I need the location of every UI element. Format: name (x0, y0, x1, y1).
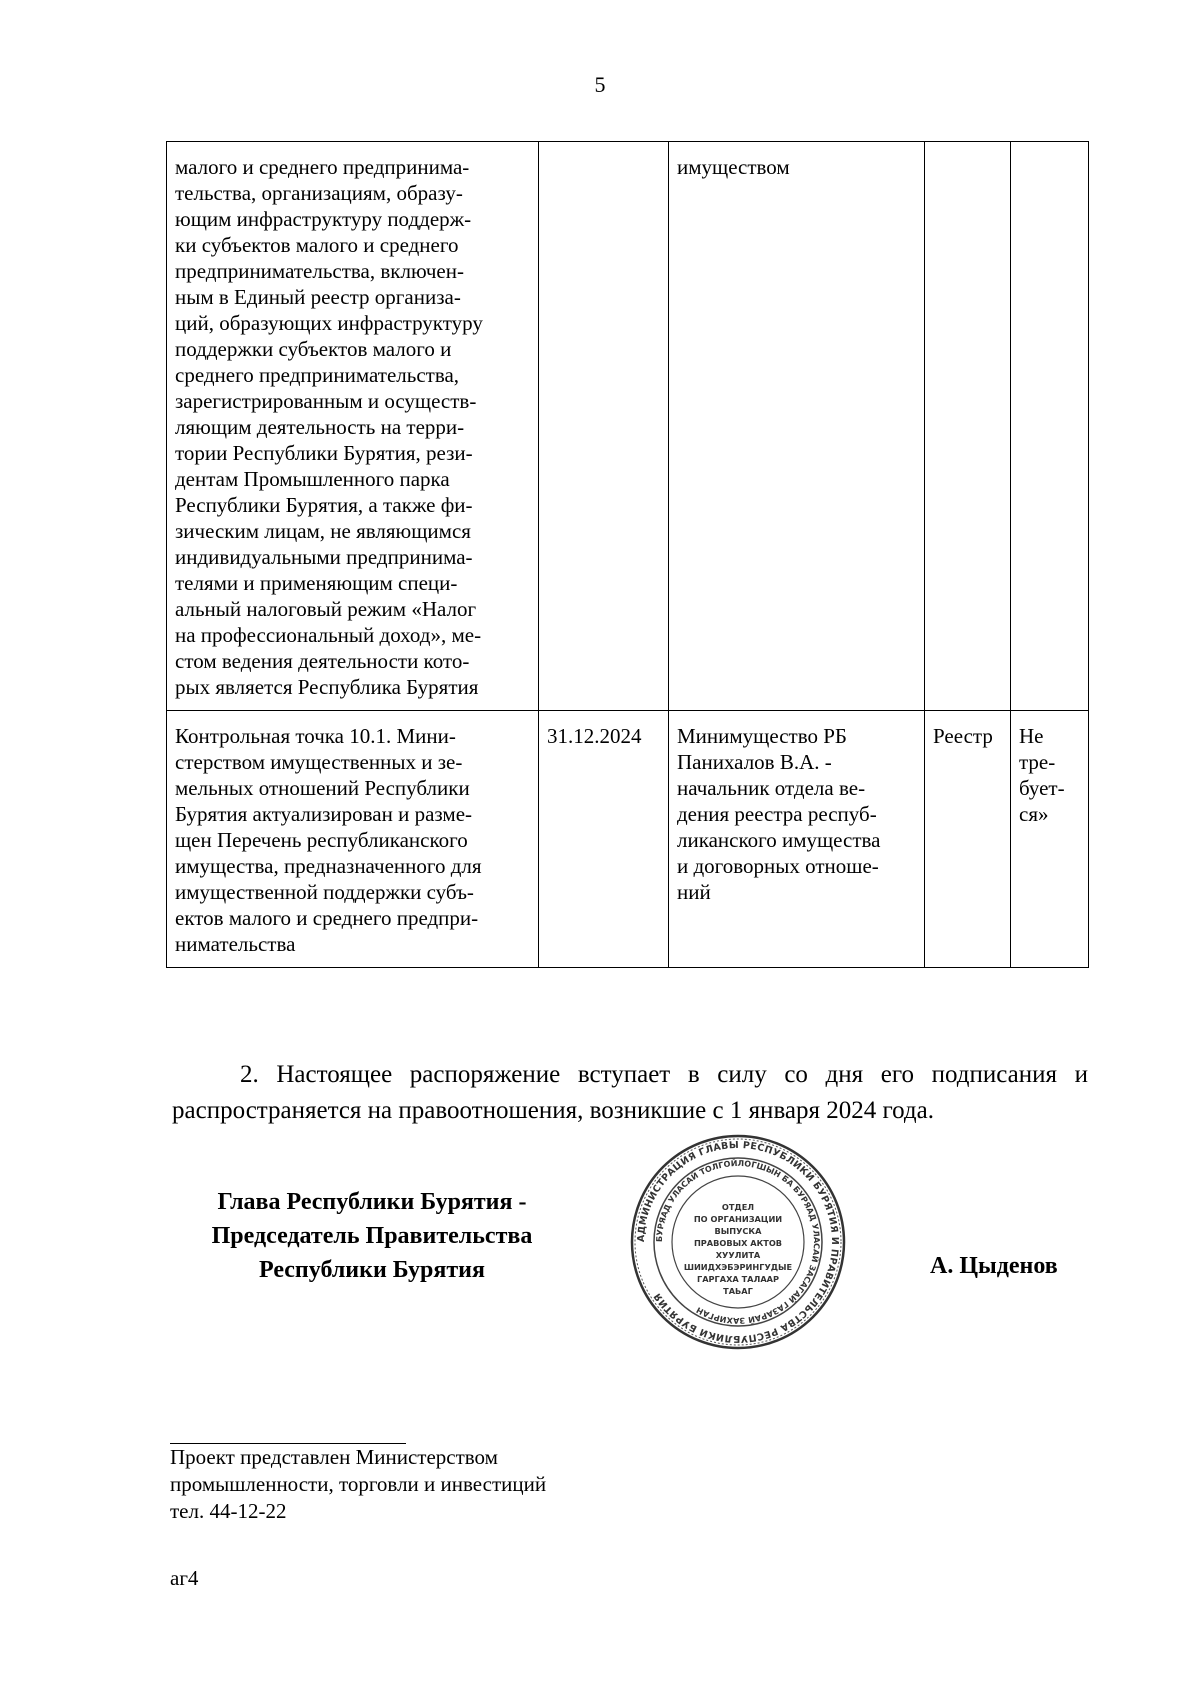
stamp-center-text (684, 1202, 792, 1296)
stamp-line: ПРАВОВЫХ АКТОВ (693, 1238, 783, 1248)
document-code: аг4 (170, 1566, 199, 1590)
stamp-line: ПО ОРГАНИЗАЦИИ (693, 1214, 783, 1224)
stamp-line: ХУУЛИТА (715, 1250, 761, 1260)
table-cell-deadline: 31.12.2024 (539, 711, 669, 968)
table-cell-responsible: имуществом (669, 142, 925, 711)
table-row (167, 711, 1089, 968)
stamp-line: ВЫПУСКА (714, 1226, 762, 1236)
table-row (167, 142, 1089, 711)
signer-position: Глава Республики Бурятия - Председатель Правительства Республики Бурятия (211, 1189, 533, 1283)
official-seal-stamp (628, 1132, 848, 1352)
stamp-outer-text: АДМИНИСТРАЦИЯ ГЛАВЫ РЕСПУБЛИКИ БУРЯТИЯ И ПРАВИТЕЛЬСТВА РЕСПУБЛИКИ БУРЯТИЯ (635, 1139, 841, 1345)
table-cell-document: Реестр (925, 711, 1011, 968)
effective-date-clause (172, 1057, 1088, 1129)
plan-table (166, 141, 1089, 968)
table-cell-description: малого и среднего предпринима- тельства, организациям, образу- ющим инфраструктуру поддерж- ки субъектов малого и среднего предпринимательства, включен- ным в Единый реестр организа- ций, образующих инфраструктуру поддержки субъектов малого и среднего предпринимательства, зарегистрированным и осуществ- ляющим деятельность на терри- тории Республики Бурятия, рези- дентам Промышленного парка Республики Бурятия, а также фи- зическим лицам, не являющимся индивидуальными предпринима- телями и применяющим специ- альный налоговый режим «Налог на профессиональный доход», ме- стом ведения деятельности кото- рых является Республика Бурятия (167, 142, 539, 711)
table-cell-responsible: Минимущество РБ Панихалов В.А. - начальник отдела ве- дения реестра респуб- ликанского имущества и договорных отноше- ний (669, 711, 925, 968)
stamp-inner-text: БУРЯАД УЛАСАЙ ТОЛГОЙЛОГШЫН БА БУРЯАД УЛАСАЙ ЗАСАГАЙ ГАЗАРАЙ ЗАХИРГАН (654, 1158, 822, 1326)
stamp-line: ОТДЕЛ (721, 1202, 755, 1212)
table-cell-description: Контрольная точка 10.1. Мини- стерством имущественных и зе- мельных отношений Республики Бурятия актуализирован и разме- щен Перечень республиканского имущества, предназначенного для имущественной поддержки субъ- ектов малого и среднего предпри- нимательства (167, 711, 539, 968)
page-number: 5 (594, 72, 606, 97)
stamp-line: ШИИДХЭБЭРИНГУДЫЕ (683, 1262, 793, 1272)
table-cell-note: Не тре- бует- ся» (1011, 711, 1089, 968)
footnote: Проект представлен Министерством промышленности, торговли и инвестиций тел. 44-12-22 (170, 1445, 547, 1523)
table-cell-document (925, 142, 1011, 711)
table-cell-deadline (539, 142, 669, 711)
clause-text: 2. Настоящее распоряжение вступает в силу со дня его подписания и распространяется на правоотношения, возникшие с 1 января 2024 года. (172, 1061, 1088, 1124)
table-cell-note (1011, 142, 1089, 711)
stamp-line: ГАРГАХА ТАЛААР (696, 1274, 780, 1284)
signer-name: А. Цыденов (930, 1253, 1058, 1279)
stamp-line: ТАЬАГ (723, 1286, 753, 1296)
